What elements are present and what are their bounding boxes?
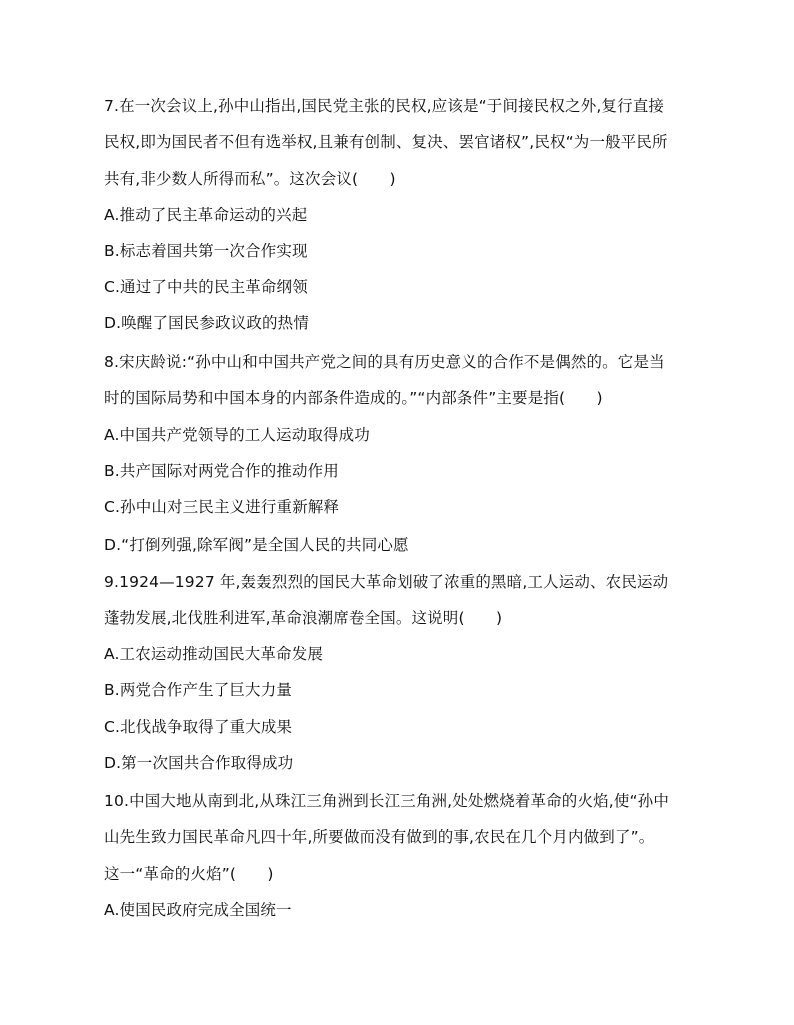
question-8-option-c: C.孙中山对三民主义进行重新解释 [104,498,340,516]
question-7-option-b: B.标志着国共第一次合作实现 [104,242,308,260]
question-9-option-c: C.北伐战争取得了重大成果 [104,718,293,736]
question-10-stem-line-3: 这一“革命的火焰”( ) [104,865,274,883]
question-8-option-a: A.中国共产党领导的工人运动取得成功 [104,426,370,444]
question-9-option-a: A.工农运动推动国民大革命发展 [104,645,324,663]
question-7-option-d: D.唤醒了国民参政议政的热情 [104,314,309,332]
question-8-option-b: B.共产国际对两党合作的推动作用 [104,462,339,480]
question-8-option-d: D.“打倒列强,除军阀”是全国人民的共同心愿 [104,536,409,554]
question-7-stem-line-3: 共有,非少数人所得而私”。这次会议( ) [104,170,396,188]
question-8-stem-line-1: 8.宋庆龄说:“孙中山和中国共产党之间的具有历史意义的合作不是偶然的。它是当 [104,353,665,371]
question-7-option-a: A.推动了民主革命运动的兴起 [104,206,308,224]
question-7-stem-line-1: 7.在一次会议上,孙中山指出,国民党主张的民权,应该是“于间接民权之外,复行直接 [104,97,665,115]
question-7-stem-line-2: 民权,即为国民者不但有选举权,且兼有创制、复决、罢官诸权”,民权“为一般平民所 [104,133,668,151]
question-7-option-c: C.通过了中共的民主革命纲领 [104,278,308,296]
question-9-option-b: B.两党合作产生了巨大力量 [104,681,293,699]
question-10-stem-line-1: 10.中国大地从南到北,从珠江三角洲到长江三角洲,处处燃烧着革命的火焰,使“孙中 [104,792,669,810]
question-9-stem-line-2: 蓬勃发展,北伐胜利进军,革命浪潮席卷全国。这说明( ) [104,609,503,627]
question-10-stem-line-2: 山先生致力国民革命凡四十年,所要做而没有做到的事,农民在几个月内做到了”。 [104,828,655,846]
question-10-option-a: A.使国民政府完成全国统一 [104,901,292,919]
question-8-stem-line-2: 时的国际局势和中国本身的内部条件造成的。”“内部条件”主要是指( ) [104,389,603,407]
question-9-stem-line-1: 9.1924—1927 年,轰轰烈烈的国民大革命划破了浓重的黑暗,工人运动、农民运动 [104,573,669,591]
question-9-option-d: D.第一次国共合作取得成功 [104,754,294,772]
